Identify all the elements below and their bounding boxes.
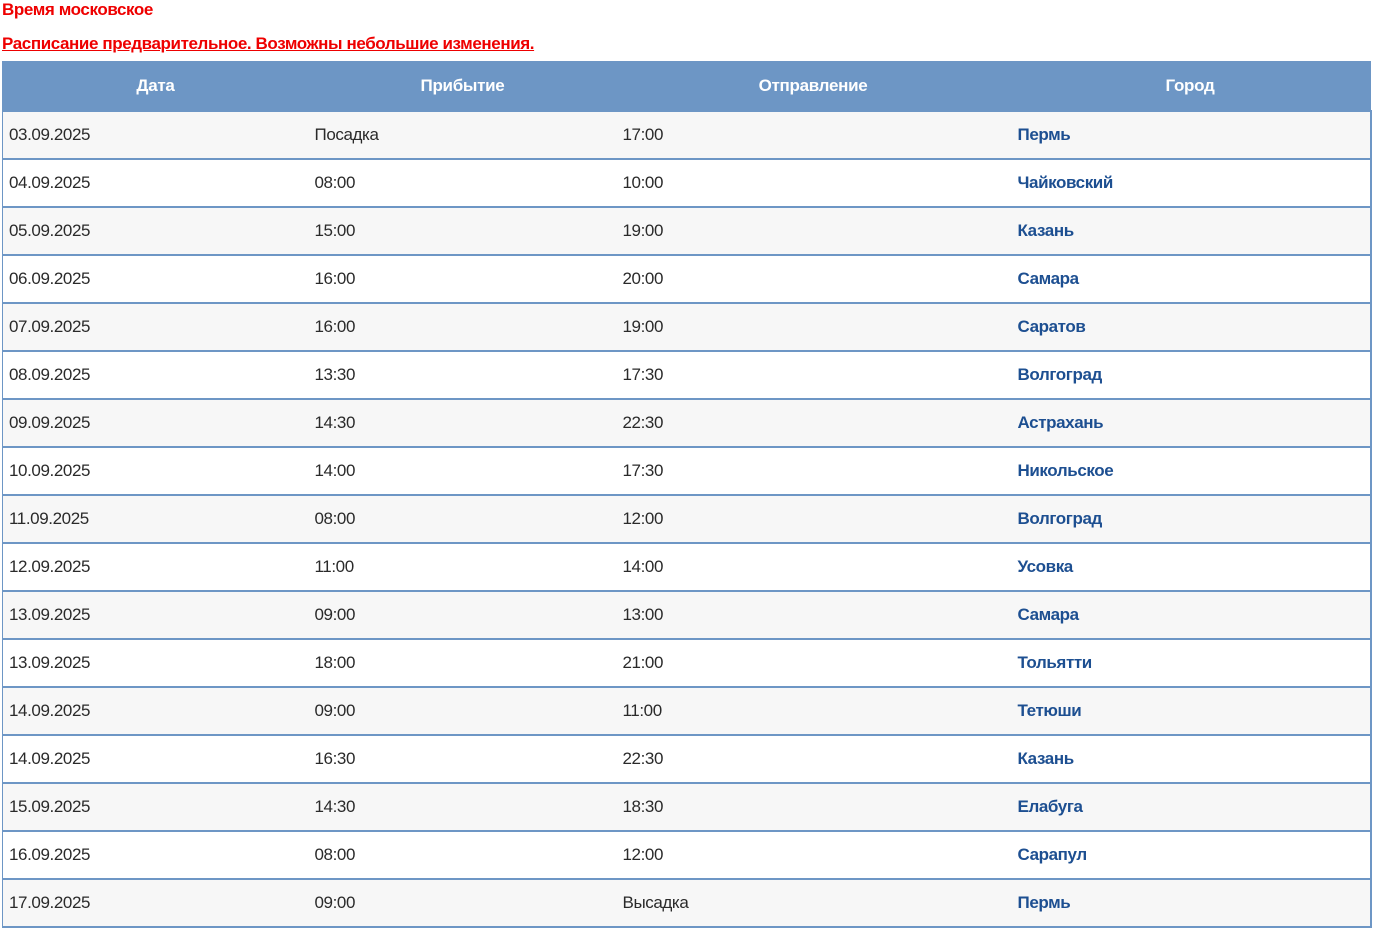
table-row: [3, 783, 1371, 831]
departure-cell: 19:00: [617, 303, 1010, 351]
city-cell: [1010, 591, 1371, 639]
departure-cell: 17:00: [617, 111, 1010, 159]
date-cell: 13.09.2025: [3, 639, 309, 687]
column-header-departure: Отправление: [617, 62, 1010, 112]
date-cell: 14.09.2025: [3, 735, 309, 783]
city-cell: [1010, 207, 1371, 255]
arrival-cell: 13:30: [309, 351, 617, 399]
arrival-cell: Посадка: [309, 111, 617, 159]
departure-cell: 14:00: [617, 543, 1010, 591]
date-cell: 13.09.2025: [3, 591, 309, 639]
date-cell: 07.09.2025: [3, 303, 309, 351]
arrival-cell: 16:30: [309, 735, 617, 783]
arrival-cell: 08:00: [309, 495, 617, 543]
city-link[interactable]: Казань: [1017, 221, 1074, 240]
table-row: [3, 399, 1371, 447]
departure-cell: 17:30: [617, 447, 1010, 495]
date-cell: 03.09.2025: [3, 111, 309, 159]
departure-cell: 19:00: [617, 207, 1010, 255]
departure-cell: 18:30: [617, 783, 1010, 831]
city-cell: [1010, 687, 1371, 735]
city-cell: [1010, 111, 1371, 159]
departure-cell: 22:30: [617, 735, 1010, 783]
departure-cell: 12:00: [617, 831, 1010, 879]
city-link[interactable]: Тольятти: [1017, 653, 1092, 672]
city-link[interactable]: Чайковский: [1017, 173, 1113, 192]
date-cell: 08.09.2025: [3, 351, 309, 399]
table-row: [3, 687, 1371, 735]
arrival-cell: 14:30: [309, 783, 617, 831]
city-link[interactable]: Астрахань: [1017, 413, 1104, 432]
city-cell: [1010, 831, 1371, 879]
departure-cell: Высадка: [617, 879, 1010, 927]
arrival-cell: 09:00: [309, 687, 617, 735]
city-link[interactable]: Волгоград: [1017, 365, 1102, 384]
table-row: [3, 207, 1371, 255]
arrival-cell: 15:00: [309, 207, 617, 255]
departure-cell: 12:00: [617, 495, 1010, 543]
city-cell: [1010, 495, 1371, 543]
city-link[interactable]: Сарапул: [1017, 845, 1087, 864]
time-zone-notice: Время московское: [2, 0, 153, 19]
arrival-cell: 18:00: [309, 639, 617, 687]
arrival-cell: 16:00: [309, 303, 617, 351]
city-cell: [1010, 255, 1371, 303]
departure-cell: 17:30: [617, 351, 1010, 399]
city-link[interactable]: Елабуга: [1017, 797, 1083, 816]
date-cell: 06.09.2025: [3, 255, 309, 303]
city-link[interactable]: Тетюши: [1017, 701, 1082, 720]
city-cell: [1010, 351, 1371, 399]
date-cell: 05.09.2025: [3, 207, 309, 255]
departure-cell: 22:30: [617, 399, 1010, 447]
date-cell: 16.09.2025: [3, 831, 309, 879]
city-link[interactable]: Усовка: [1017, 557, 1073, 576]
city-cell: [1010, 543, 1371, 591]
date-cell: 15.09.2025: [3, 783, 309, 831]
table-row: [3, 495, 1371, 543]
column-header-date: Дата: [3, 62, 309, 112]
arrival-cell: 09:00: [309, 879, 617, 927]
city-cell: [1010, 735, 1371, 783]
arrival-cell: 08:00: [309, 831, 617, 879]
table-row: [3, 879, 1371, 927]
date-cell: 09.09.2025: [3, 399, 309, 447]
date-cell: 14.09.2025: [3, 687, 309, 735]
column-header-city: Город: [1010, 62, 1371, 112]
city-link[interactable]: Волгоград: [1017, 509, 1102, 528]
city-link[interactable]: Самара: [1017, 269, 1079, 288]
table-row: [3, 159, 1371, 207]
arrival-cell: 14:30: [309, 399, 617, 447]
table-row: [3, 351, 1371, 399]
table-row: [3, 639, 1371, 687]
table-row: [3, 543, 1371, 591]
city-cell: [1010, 303, 1371, 351]
date-cell: 17.09.2025: [3, 879, 309, 927]
city-link[interactable]: Самара: [1017, 605, 1079, 624]
city-link[interactable]: Саратов: [1017, 317, 1086, 336]
arrival-cell: 09:00: [309, 591, 617, 639]
table-row: [3, 111, 1371, 159]
header-row: [3, 62, 1371, 112]
departure-cell: 21:00: [617, 639, 1010, 687]
table-row: [3, 591, 1371, 639]
city-cell: [1010, 399, 1371, 447]
departure-cell: 11:00: [617, 687, 1010, 735]
table-body: [3, 111, 1371, 927]
city-cell: [1010, 879, 1371, 927]
table-row: [3, 447, 1371, 495]
table-row: [3, 735, 1371, 783]
city-link[interactable]: Пермь: [1017, 125, 1071, 144]
date-cell: 10.09.2025: [3, 447, 309, 495]
table-row: [3, 255, 1371, 303]
arrival-cell: 11:00: [309, 543, 617, 591]
arrival-cell: 08:00: [309, 159, 617, 207]
table-row: [3, 831, 1371, 879]
city-cell: [1010, 639, 1371, 687]
schedule-disclaimer: Расписание предварительное. Возможны небольшие изменения.: [2, 34, 535, 53]
city-link[interactable]: Казань: [1017, 749, 1074, 768]
column-header-arrival: Прибытие: [309, 62, 617, 112]
cruise-schedule-table: [2, 61, 1372, 928]
arrival-cell: 14:00: [309, 447, 617, 495]
city-cell: [1010, 159, 1371, 207]
city-cell: [1010, 783, 1371, 831]
table-header: [3, 62, 1371, 112]
departure-cell: 10:00: [617, 159, 1010, 207]
departure-cell: 20:00: [617, 255, 1010, 303]
date-cell: 04.09.2025: [3, 159, 309, 207]
departure-cell: 13:00: [617, 591, 1010, 639]
arrival-cell: 16:00: [309, 255, 617, 303]
table-row: [3, 303, 1371, 351]
city-link[interactable]: Пермь: [1017, 893, 1071, 912]
city-link[interactable]: Никольское: [1017, 461, 1114, 480]
date-cell: 12.09.2025: [3, 543, 309, 591]
date-cell: 11.09.2025: [3, 495, 309, 543]
city-cell: [1010, 447, 1371, 495]
